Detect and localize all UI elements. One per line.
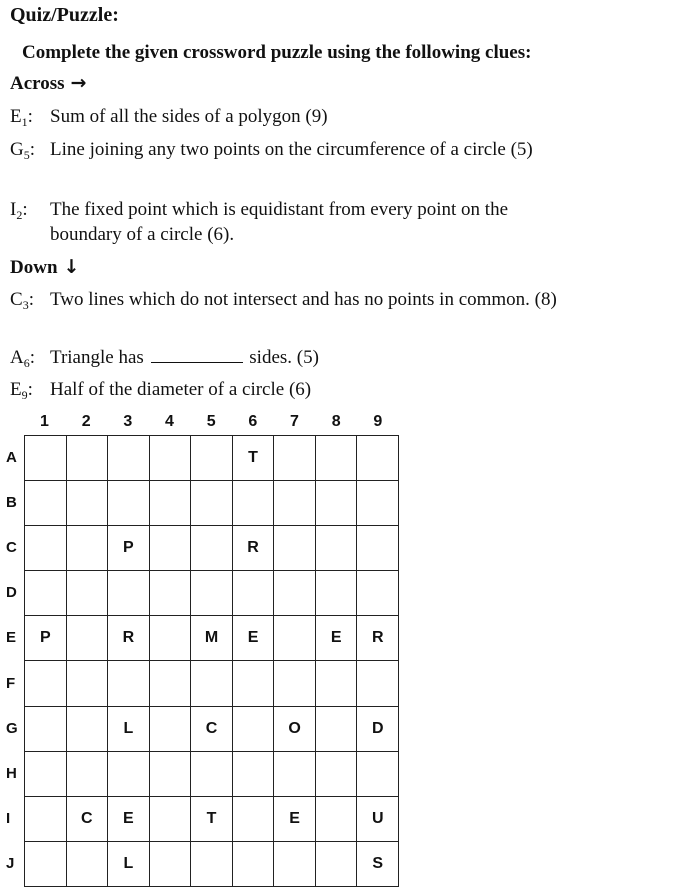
grid-cell[interactable]	[150, 797, 192, 842]
grid-cell[interactable]: L	[108, 842, 150, 887]
grid-cell[interactable]	[274, 436, 316, 481]
across-heading	[10, 72, 86, 95]
grid-cell[interactable]	[25, 707, 67, 752]
grid-cell[interactable]	[316, 436, 358, 481]
grid-cell[interactable]: R	[233, 526, 275, 571]
grid-cell[interactable]	[67, 707, 109, 752]
grid-cell[interactable]: T	[233, 436, 275, 481]
grid-cell[interactable]: P	[25, 616, 67, 661]
grid-cell[interactable]	[191, 842, 233, 887]
grid-cell[interactable]	[150, 707, 192, 752]
grid-cell[interactable]	[25, 571, 67, 616]
grid-cell[interactable]	[316, 481, 358, 526]
grid-cell[interactable]	[233, 797, 275, 842]
row-letter: H	[6, 765, 17, 782]
column-number: 5	[206, 413, 216, 430]
grid-cell[interactable]	[191, 661, 233, 706]
grid-cell[interactable]	[25, 842, 67, 887]
grid-cell[interactable]	[150, 752, 192, 797]
column-number: 2	[81, 413, 91, 430]
row-letter: D	[6, 584, 17, 602]
clue-code: $C_3$:	[10, 289, 34, 312]
down-arrow-icon: ↓	[63, 256, 80, 278]
grid-cell[interactable]	[233, 842, 275, 887]
clue-text: Half of the diameter of a circle (6)	[50, 379, 312, 400]
clue-code: $E_1$:	[10, 106, 33, 129]
grid-cell[interactable]	[150, 481, 192, 526]
grid-cell[interactable]	[67, 481, 109, 526]
grid-cell[interactable]	[357, 571, 399, 616]
clue-across-g5	[10, 137, 570, 162]
grid-cell[interactable]	[191, 481, 233, 526]
grid-cell[interactable]	[67, 571, 109, 616]
down-heading-label: Down	[10, 257, 58, 278]
grid-cell[interactable]	[67, 436, 109, 481]
grid-cell[interactable]	[357, 661, 399, 706]
grid-cell[interactable]	[25, 661, 67, 706]
grid-cell[interactable]	[67, 526, 109, 571]
grid-cell[interactable]	[25, 481, 67, 526]
row-letter: I	[6, 810, 11, 828]
clue-code: $A_6$:	[10, 347, 36, 370]
grid-cell[interactable]: C	[191, 707, 233, 752]
grid-cell[interactable]	[274, 616, 316, 661]
row-letter: B	[6, 493, 17, 511]
grid-cell[interactable]	[67, 661, 109, 706]
clue-across-e1	[10, 104, 590, 129]
page-title: Quiz/Puzzle:	[10, 4, 119, 26]
clue-down-c3	[10, 287, 570, 312]
answer-blank	[151, 346, 243, 363]
down-heading	[10, 256, 79, 279]
grid-cell[interactable]	[191, 752, 233, 797]
grid-cell[interactable]	[233, 752, 275, 797]
grid-cell[interactable]	[357, 526, 399, 571]
grid-cell[interactable]	[67, 752, 109, 797]
row-letter: F	[6, 674, 16, 692]
grid-cell[interactable]	[316, 571, 358, 616]
grid-cell[interactable]	[150, 436, 192, 481]
column-number: 9	[373, 413, 383, 430]
column-number: 6	[248, 413, 258, 430]
clue-text: Sum of all the sides of a polygon (9)	[50, 106, 328, 127]
grid-cell[interactable]	[316, 797, 358, 842]
grid-cell[interactable]	[316, 526, 358, 571]
grid-cell[interactable]	[191, 526, 233, 571]
grid-cell[interactable]	[108, 481, 150, 526]
grid-cell[interactable]: E	[233, 616, 275, 661]
grid-cell[interactable]	[108, 661, 150, 706]
grid-cell[interactable]	[67, 616, 109, 661]
grid-cell[interactable]	[316, 661, 358, 706]
grid-cell[interactable]: R	[108, 616, 150, 661]
grid-cell[interactable]: R	[357, 616, 399, 661]
grid-cell[interactable]	[191, 571, 233, 616]
clue-down-e9	[10, 377, 590, 402]
right-arrow-icon: →	[70, 72, 87, 94]
column-number: 8	[331, 413, 341, 430]
grid-cell[interactable]	[150, 526, 192, 571]
grid-cell[interactable]	[316, 842, 358, 887]
instructions: Complete the given crossword puzzle using the following clues:	[22, 42, 532, 63]
grid-cell[interactable]: P	[108, 526, 150, 571]
column-number: 1	[40, 413, 49, 430]
grid-cell[interactable]: O	[274, 707, 316, 752]
grid-cell[interactable]	[357, 481, 399, 526]
grid-cell[interactable]: C	[67, 797, 109, 842]
row-letter: C	[6, 539, 17, 556]
grid-cell[interactable]	[150, 661, 192, 706]
grid-cell[interactable]	[274, 571, 316, 616]
grid-cell[interactable]	[316, 752, 358, 797]
column-number: 3	[123, 413, 133, 430]
row-letter: E	[6, 629, 17, 647]
grid-cell[interactable]	[25, 436, 67, 481]
grid-cell[interactable]	[108, 436, 150, 481]
grid-cell[interactable]: T	[191, 797, 233, 842]
grid-cell[interactable]: U	[357, 797, 399, 842]
column-number: 4	[165, 413, 174, 430]
grid-cell[interactable]	[274, 526, 316, 571]
grid-cell[interactable]	[274, 481, 316, 526]
grid-cell[interactable]	[233, 661, 275, 706]
grid-cell[interactable]	[67, 842, 109, 887]
row-letter: G	[6, 719, 18, 737]
clue-text: Triangle has sides. (5)	[50, 347, 319, 368]
grid-cell[interactable]: S	[357, 842, 399, 887]
grid-cell[interactable]	[274, 842, 316, 887]
clue-down-a6	[10, 345, 590, 370]
grid-cell[interactable]	[274, 752, 316, 797]
column-number: 7	[290, 413, 299, 430]
grid-cell[interactable]: L	[108, 707, 150, 752]
grid-cell[interactable]	[191, 436, 233, 481]
clue-code: $E_9$:	[10, 379, 33, 402]
across-heading-label: Across	[10, 73, 65, 94]
grid-cell[interactable]	[357, 752, 399, 797]
clue-across-i2	[10, 197, 570, 247]
grid-cell[interactable]: E	[316, 616, 358, 661]
grid-cell[interactable]	[25, 797, 67, 842]
grid-cell[interactable]	[150, 616, 192, 661]
grid-cell[interactable]	[25, 752, 67, 797]
crossword-grid	[24, 435, 399, 887]
grid-cell[interactable]	[233, 481, 275, 526]
grid-cell[interactable]	[150, 571, 192, 616]
grid-cell[interactable]	[357, 436, 399, 481]
clue-text: The fixed point which is equidistant from every point on the boundary of a circle (6).	[50, 199, 509, 245]
grid-cell[interactable]	[108, 571, 150, 616]
row-letter: A	[6, 448, 17, 466]
grid-cell[interactable]	[150, 842, 192, 887]
grid-cell[interactable]: E	[108, 797, 150, 842]
grid-cell[interactable]	[274, 661, 316, 706]
clue-text: Two lines which do not intersect and has no points in common. (8)	[50, 289, 557, 310]
clue-text: Line joining any two points on the circumference of a circle (5)	[50, 139, 533, 160]
grid-cell[interactable]	[316, 707, 358, 752]
grid-cell[interactable]: E	[274, 797, 316, 842]
grid-cell[interactable]	[25, 526, 67, 571]
clue-code: $G_5$:	[10, 139, 36, 162]
clue-code: $I_2$:	[10, 199, 28, 222]
grid-cell[interactable]	[108, 752, 150, 797]
grid-cell[interactable]	[233, 707, 275, 752]
grid-cell[interactable]: M	[191, 616, 233, 661]
row-letter: J	[6, 855, 15, 873]
grid-cell[interactable]: D	[357, 707, 399, 752]
grid-cell[interactable]	[233, 571, 275, 616]
